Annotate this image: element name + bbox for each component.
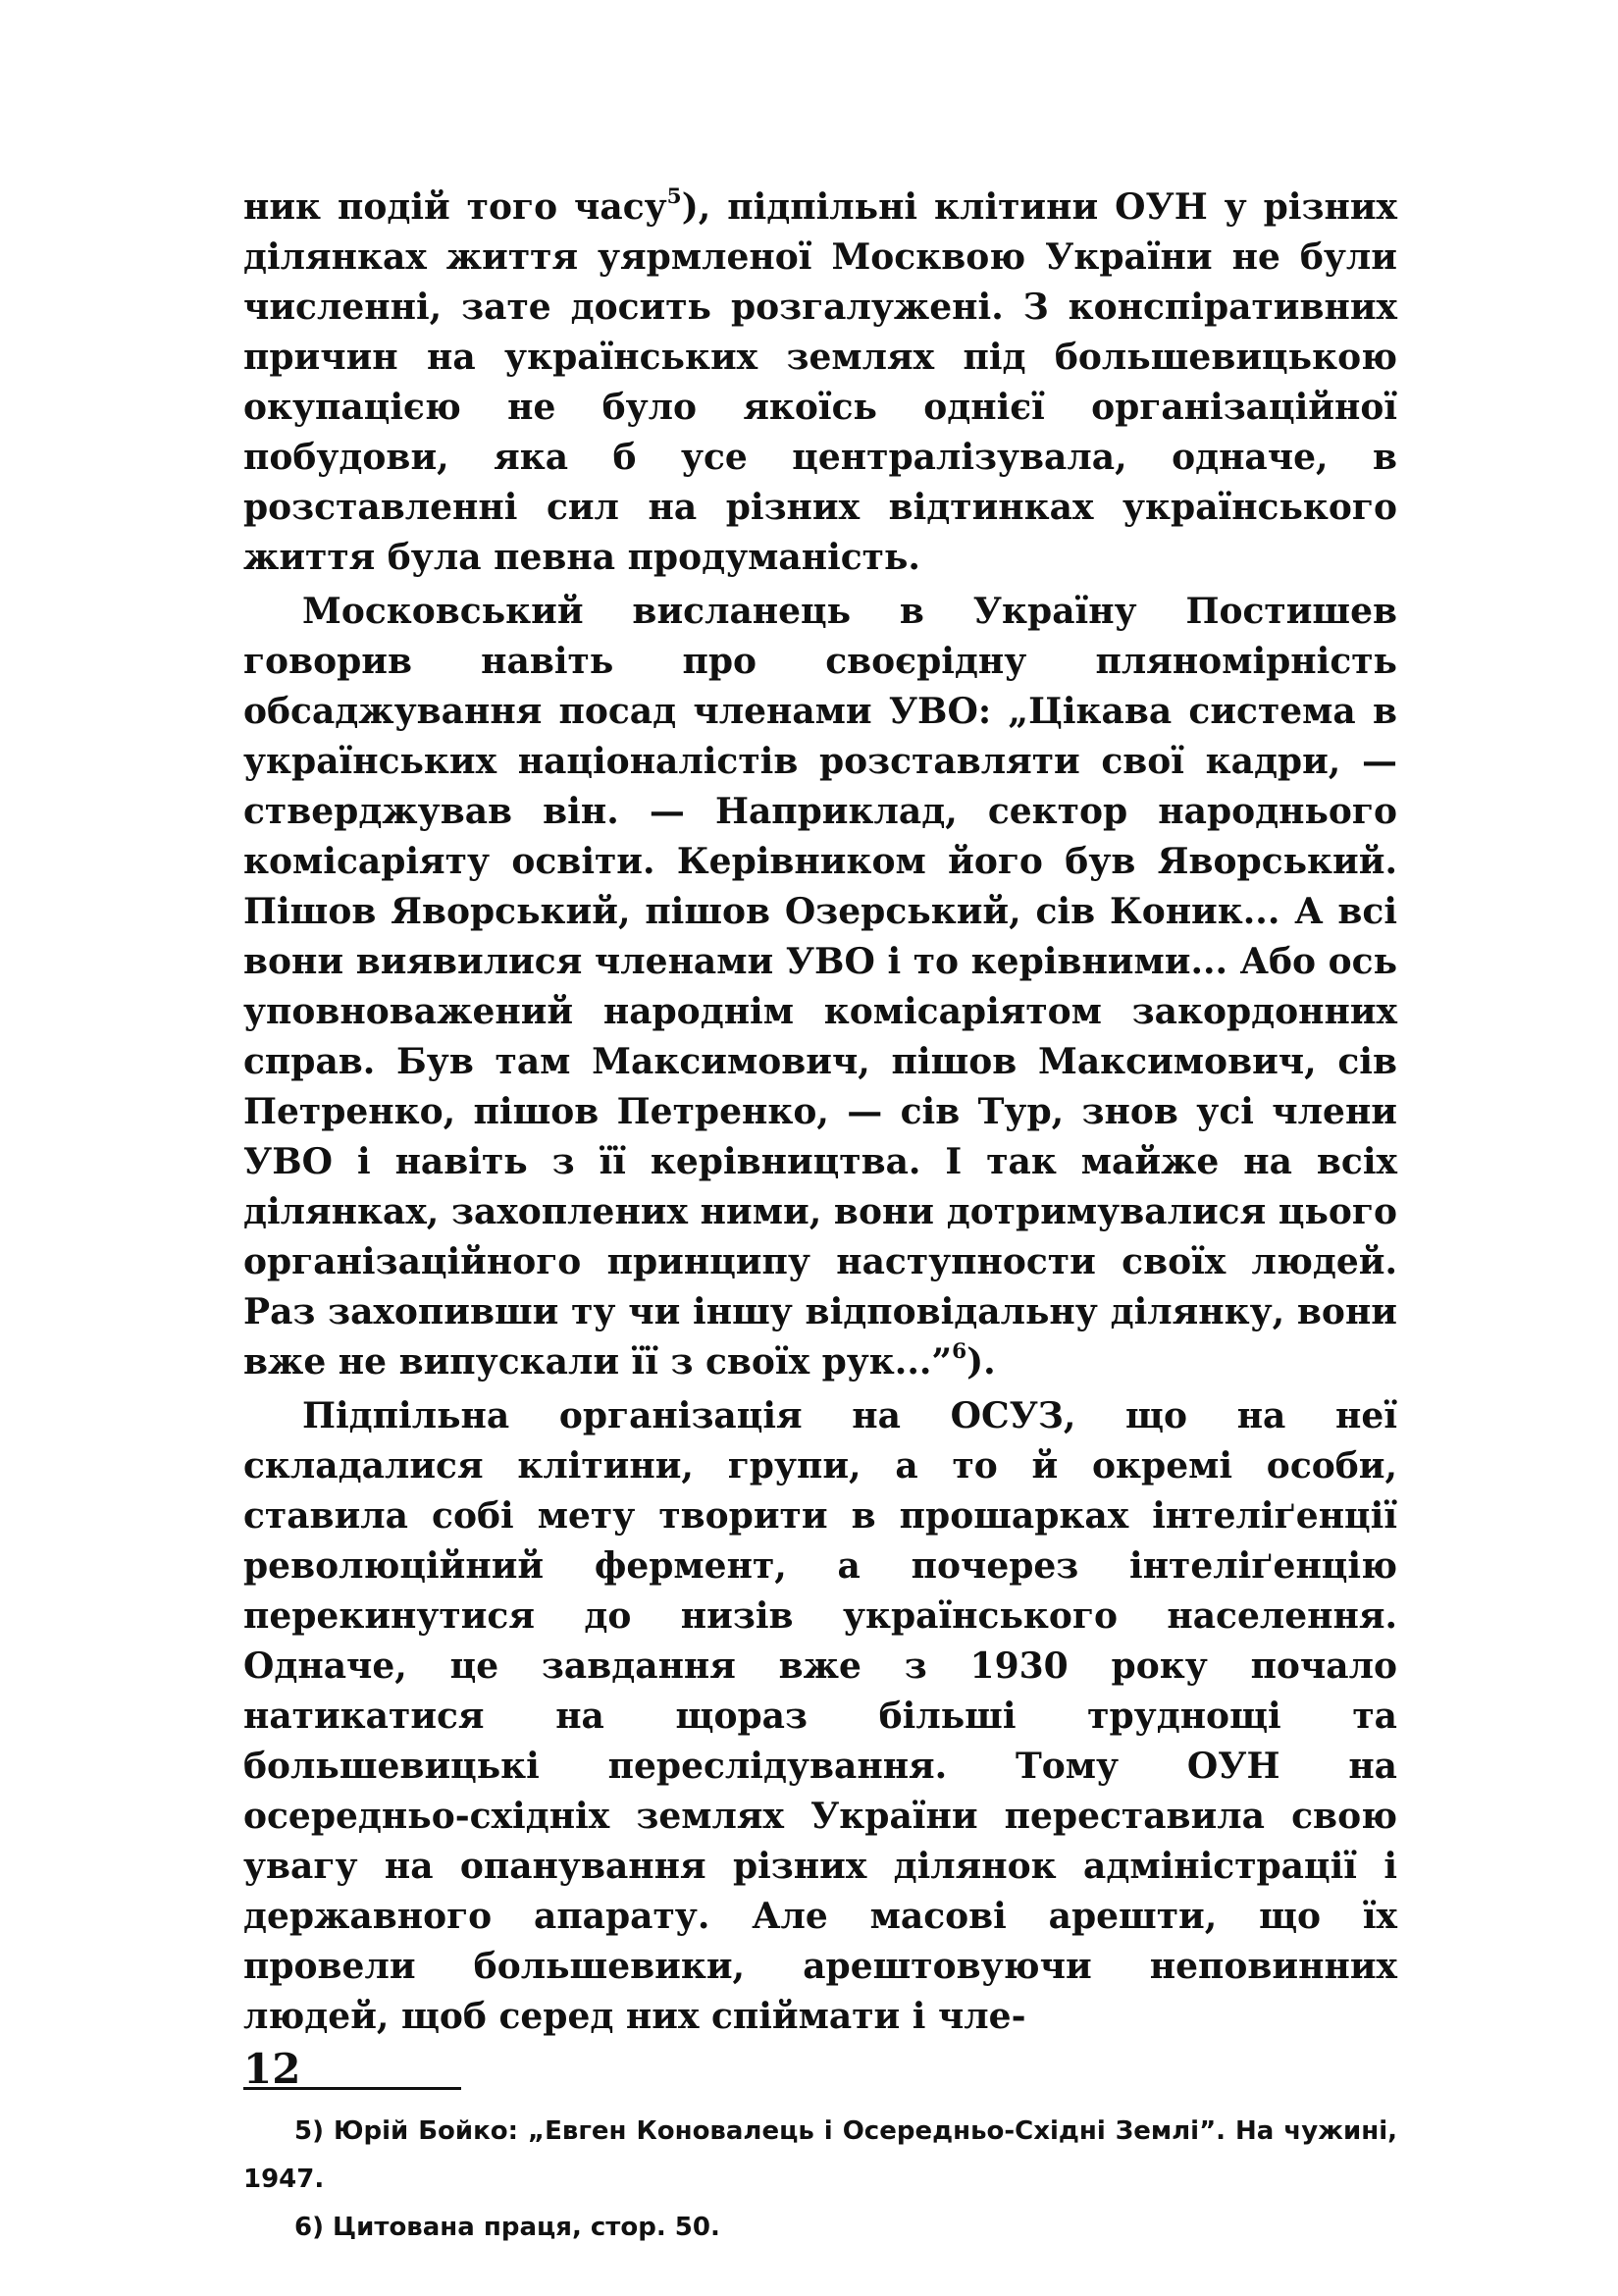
page-content xyxy=(243,183,1397,2252)
footnote-ref-5: 5 xyxy=(666,183,682,209)
footnote-6-text: Цитована праця, стор. 50. xyxy=(323,2213,720,2242)
page-number: 12 xyxy=(243,2045,301,2093)
footnote-5 xyxy=(243,2108,1397,2204)
paragraph-1-text-b: ), підпільні клітини ОУН у різних ділянках життя уярмленої Москвою України не були численні, зате досить розгалужені. З конспіративних причин на українських землях під большевицькою окупацією не було якоїсь однієї організаційної побудови, яка б усе централізувала, одначе, в розставленні сил на різних відтинках українського життя була певна продуманість. xyxy=(243,186,1397,578)
paragraph-2-text-a: Московський висланець в Україну Постишев говорив навіть про своєрідну пляномірність обсаджування посад членами УВО: „Цікава система в українських націоналістів розставляти свої кадри, — стверджував він. — Наприклад, сектор народнього комісаріяту освіти. Керівником його був Яворський. Пішов Яворський, пішов Озерський, сів Коник... А всі вони виявилися членами УВО і то керівними... Або ось уповноважений народнім комісаріятом закордонних справ. Був там Максимович, пішов Максимович, сів Петренко, пішов Петренко, — сів Тур, знов усі члени УВО і навіть з її керівництва. І так майже на всіх ділянках, захоплених ними, вони дотримувалися цього організаційного принципу наступности своїх людей. Раз захопивши ту чи іншу відповідальну ділянку, вони вже не випускали її з своїх рук...” xyxy=(243,591,1397,1383)
footnote-5-text: Юрій Бойко: „Евген Коновалець і Осередньо-Східні Землі”. На чужині, 1947. xyxy=(243,2116,1397,2194)
footnote-6-mark: 6) xyxy=(294,2213,324,2242)
paragraph-1-text-a: ник подій того часу xyxy=(243,186,667,228)
paragraph-2-text-b: ). xyxy=(966,1341,996,1383)
footnote-ref-6: 6 xyxy=(952,1338,967,1364)
footnote-5-mark: 5) xyxy=(294,2116,324,2146)
paragraph-2 xyxy=(243,587,1397,1387)
paragraph-1 xyxy=(243,183,1397,583)
footnotes xyxy=(243,2108,1397,2252)
body-text xyxy=(243,183,1397,2042)
paragraph-3-text: Підпільна організація на ОСУЗ, що на неї складалися клітини, групи, а то й окремі особи, ставила собі мету творити в прошарках інтеліґенції революційний фермент, а почерез інтеліґенцію перекинутися до низів українського населення. Одначе, це завдання вже з 1930 року почало натикатися на щораз більші труднощі та большевицькі переслідування. Тому ОУН на осередньо-східніх землях України переставила свою увагу на опанування різних ділянок адміністрації і державного апарату. Але масові арешти, що їх провели большевики, арештовуючи неповинних людей, щоб серед них спіймати і чле- xyxy=(243,1395,1397,2037)
footnote-6 xyxy=(243,2204,1397,2252)
paragraph-3 xyxy=(243,1391,1397,2042)
